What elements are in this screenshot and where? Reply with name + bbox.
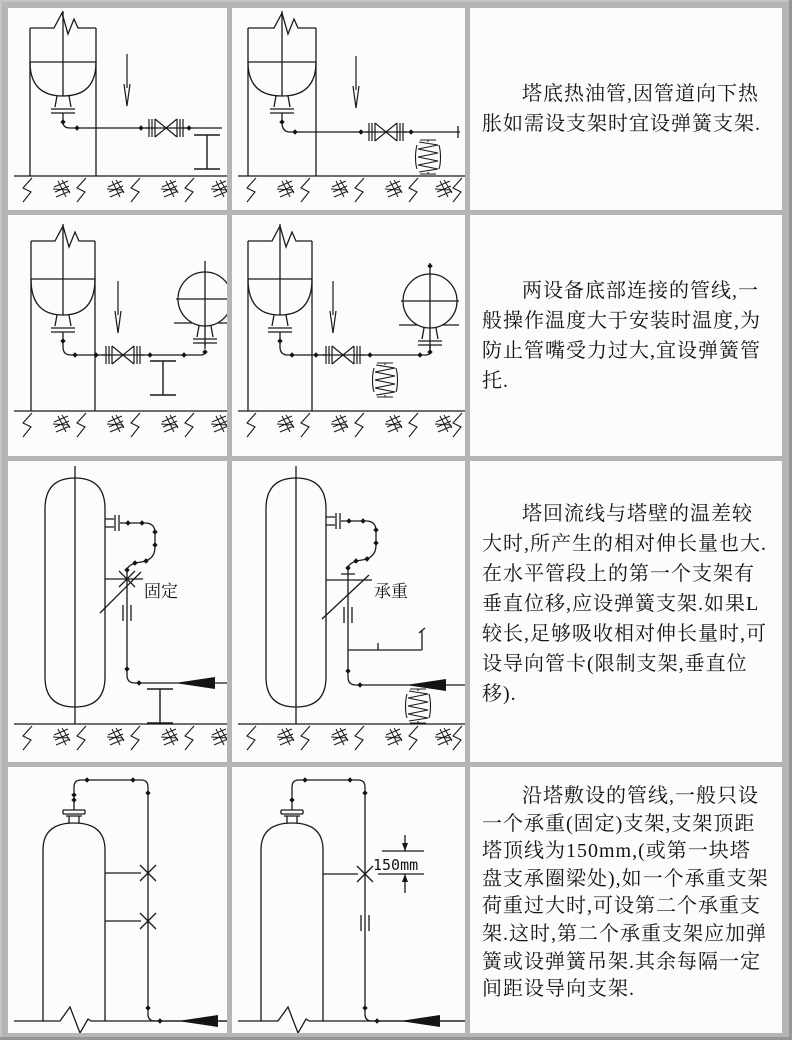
spring-support bbox=[373, 363, 398, 397]
pipe bbox=[60, 119, 222, 131]
pipe-loop bbox=[120, 520, 227, 685]
tower bbox=[248, 224, 312, 411]
column-vessel bbox=[45, 466, 105, 724]
drum-vessel bbox=[174, 261, 227, 345]
r3-note-cell bbox=[470, 461, 782, 762]
ground-hatching bbox=[238, 724, 465, 750]
diagram-tower-bottom-rigid bbox=[8, 8, 227, 210]
diagram-two-vessels-rigid bbox=[8, 215, 227, 456]
ground-hatching bbox=[238, 176, 465, 202]
note-text-row1: 塔底热油管,因管道向下热胀如需设支架时宜设弹簧支架. bbox=[482, 83, 761, 135]
r3-left-diagram-cell bbox=[8, 461, 227, 762]
r4-right-diagram-cell bbox=[232, 767, 465, 1033]
diagram-reflux-loadbearing bbox=[232, 461, 465, 762]
rigid-support bbox=[147, 689, 173, 723]
top-nozzle bbox=[281, 802, 303, 823]
pipe bbox=[279, 119, 460, 138]
flow-arrow bbox=[400, 1015, 440, 1027]
rigid-support bbox=[150, 361, 176, 395]
diagram-tower-bottom-spring bbox=[232, 8, 465, 210]
r2-note-cell bbox=[470, 215, 782, 456]
spring-support bbox=[406, 689, 431, 723]
diagram-reflux-fixed bbox=[8, 461, 227, 762]
bottom-nozzle bbox=[268, 315, 292, 338]
ground-hatching bbox=[238, 411, 465, 437]
flow-arrow bbox=[178, 1015, 218, 1027]
ground-hatching bbox=[14, 411, 227, 437]
diagram-along-tower-guides bbox=[8, 767, 227, 1033]
tower bbox=[30, 11, 96, 176]
drum-vessel bbox=[399, 263, 459, 349]
pipe-loop bbox=[341, 518, 465, 687]
r1-note-cell bbox=[470, 8, 782, 210]
r4-left-diagram-cell bbox=[8, 767, 227, 1033]
rigid-support bbox=[194, 135, 220, 169]
down-arrow bbox=[124, 54, 130, 106]
r2-left-diagram-cell bbox=[8, 215, 227, 456]
bottom-nozzle bbox=[270, 96, 294, 119]
tower bbox=[31, 224, 95, 411]
pipe bbox=[277, 338, 432, 358]
diagram-along-tower-150mm bbox=[232, 767, 465, 1033]
pipe bbox=[71, 777, 227, 1023]
pipe bbox=[289, 777, 465, 1023]
down-arrow bbox=[330, 281, 336, 333]
bottom-nozzle bbox=[51, 315, 75, 338]
spring-support bbox=[416, 140, 441, 174]
tall-tower bbox=[43, 823, 105, 1021]
down-arrow bbox=[353, 56, 359, 108]
dimension-150mm-label: 150mm bbox=[373, 856, 419, 874]
r1-right-diagram-cell bbox=[232, 8, 465, 210]
r4-note-cell bbox=[470, 767, 782, 1033]
dimension-L bbox=[348, 628, 425, 650]
fixed-support-label: 固定 bbox=[144, 582, 178, 601]
side-nozzle bbox=[105, 515, 119, 531]
column-vessel bbox=[266, 466, 326, 724]
diagram-two-vessels-spring bbox=[232, 215, 465, 456]
note-text-row2: 两设备底部连接的管线,一般操作温度大于安装时温度,为防止管嘴受力过大,宜设弹簧管托. bbox=[482, 279, 761, 392]
top-nozzle bbox=[63, 802, 85, 823]
note-text-row4: 沿塔敷设的管线,一般只设一个承重(固定)支架,支架顶距塔顶线为150mm,(或第一块塔盘支承圈梁处),如一个承重支架荷重过大时,可设第二个承重支架.这时,第二个承重支架应加弹簧或设弹簧吊架.其余每隔一定间距设导向支架. bbox=[482, 785, 769, 1001]
fixed-support-mark bbox=[100, 571, 143, 613]
r2-right-diagram-cell bbox=[232, 215, 465, 456]
bottom-nozzle bbox=[51, 96, 75, 119]
ground-hatching bbox=[14, 724, 227, 750]
note-text-row3: 塔回流线与塔壁的温差较大时,所产生的相对伸长量也大.在水平管段上的第一个支架有垂直位移,应设弹簧支架.如果L较长,足够吸收相对伸长量时,可设导向管卡(限制支架,垂直位移). bbox=[482, 503, 767, 705]
tall-tower bbox=[261, 823, 323, 1021]
load-bearing-support-mark bbox=[322, 574, 372, 619]
r3-right-diagram-cell bbox=[232, 461, 465, 762]
ground-hatching bbox=[14, 176, 227, 202]
side-nozzle bbox=[326, 513, 340, 529]
down-arrow bbox=[115, 281, 121, 333]
r1-left-diagram-cell bbox=[8, 8, 227, 210]
tower bbox=[248, 11, 316, 176]
flow-arrow bbox=[175, 677, 215, 689]
load-bearing-label: 承重 bbox=[374, 582, 408, 601]
diagram-table bbox=[8, 8, 782, 1033]
